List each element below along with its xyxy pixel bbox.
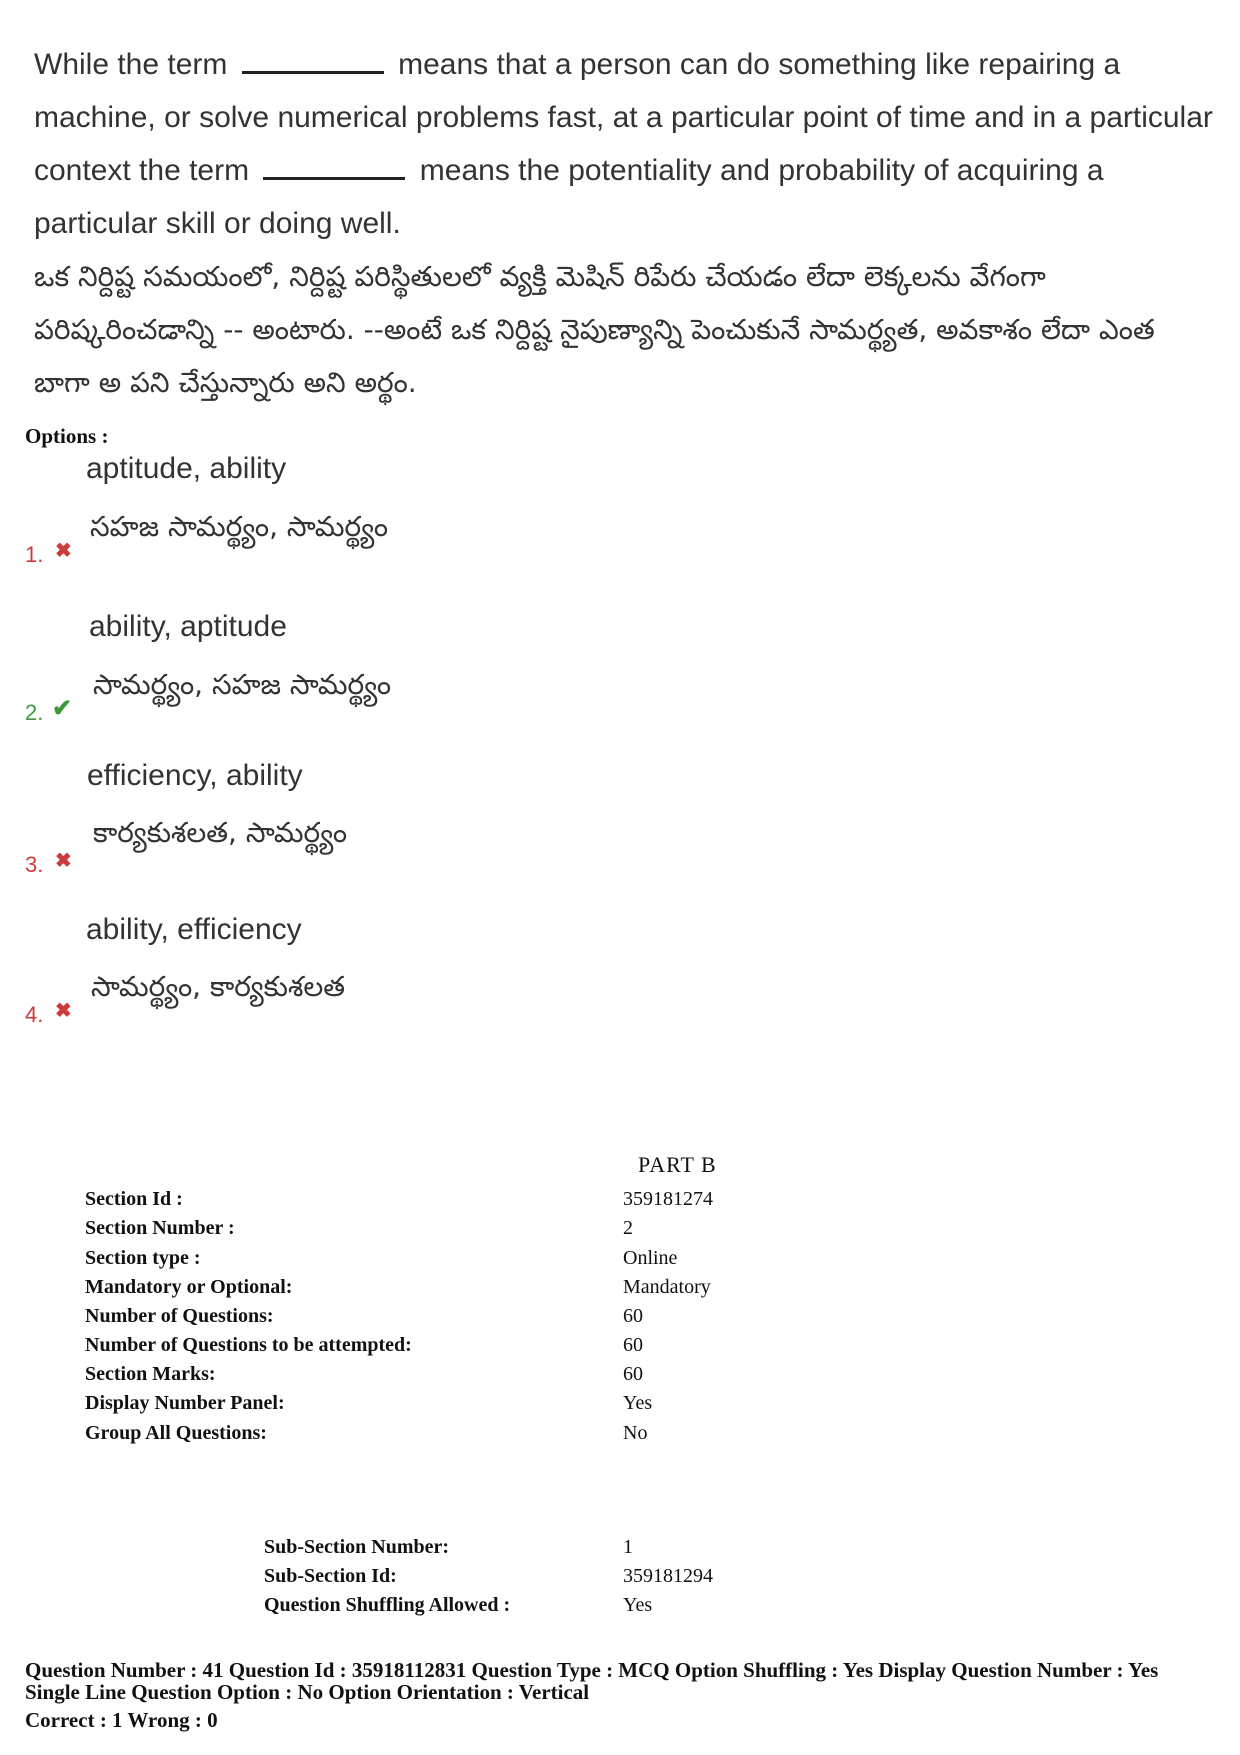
number-of-questions-label: Number of Questions: <box>85 1305 274 1327</box>
questions-attempted-label: Number of Questions to be attempted: <box>85 1334 412 1356</box>
question-text <box>34 38 1214 250</box>
option-1-telugu: సహజ సామర్థ్యం, సామర్థ్యం <box>90 510 389 543</box>
wrong-mark-icon: ✖ <box>55 1000 72 1022</box>
option-1-number: 1. <box>25 542 44 567</box>
number-of-questions-value: 60 <box>623 1305 643 1327</box>
blank-1 <box>242 45 384 74</box>
options-label: Options : <box>25 424 109 448</box>
blank-2 <box>263 151 405 180</box>
section-type-label: Section type : <box>85 1247 201 1269</box>
question-part-2: means that a person can do something like repairing a machine, or solve numerical problems fast, at a particular point of time and in a particular context the term <box>34 48 1213 187</box>
mandatory-value: Mandatory <box>623 1276 711 1298</box>
question-shuffling-label: Question Shuffling Allowed : <box>264 1594 511 1616</box>
option-2-english: ability, aptitude <box>89 610 287 643</box>
question-meta-line-3: Correct : 1 Wrong : 0 <box>25 1708 218 1732</box>
questions-attempted-value: 60 <box>623 1334 643 1356</box>
section-number-value: 2 <box>623 1217 633 1239</box>
mandatory-label: Mandatory or Optional: <box>85 1276 293 1298</box>
sub-section-id-value: 359181294 <box>623 1565 713 1587</box>
section-id-label: Section Id : <box>85 1188 183 1210</box>
group-all-questions-label: Group All Questions: <box>85 1422 267 1444</box>
display-number-panel-value: Yes <box>623 1392 653 1414</box>
option-1-english: aptitude, ability <box>86 452 287 485</box>
option-4-number: 4. <box>25 1002 44 1027</box>
section-marks-label: Section Marks: <box>85 1363 216 1385</box>
option-3-telugu: కార్యకుశలత, సామర్థ్యం <box>93 816 348 849</box>
part-title: PART B <box>638 1152 717 1177</box>
question-meta-line-1: Question Number : 41 Question Id : 35918112831 Question Type : MCQ Option Shuffling : Yes Display Question Number : Yes <box>25 1658 1159 1682</box>
section-number-label: Section Number : <box>85 1217 235 1239</box>
group-all-questions-value: No <box>623 1422 648 1444</box>
section-type-value: Online <box>623 1247 678 1269</box>
section-id-value: 359181274 <box>623 1188 713 1210</box>
option-2-telugu: సామర్థ్యం, సహజ సామర్థ్యం <box>93 668 392 701</box>
wrong-mark-icon: ✖ <box>55 850 72 872</box>
option-4-telugu: సామర్థ్యం, కార్యకుశలత <box>91 970 346 1003</box>
question-part-1: While the term <box>34 48 228 81</box>
option-2-number: 2. <box>25 700 44 725</box>
option-3-english: efficiency, ability <box>87 759 303 792</box>
question-text-telugu: ఒక నిర్దిష్ట సమయంలో, నిర్దిష్ట పరిస్థితులలో వ్యక్తి మెషిన్ రిపేరు చేయడం లేదా లెక్కలను వేగంగా పరిష్కరించడాన్ని -- అంటారు. --అంటే ఒక నిర్దిష్ట నైపుణ్యాన్ని పెంచుకునే సామర్థ్యత, అవకాశం లేదా ఎంత బాగా అ పని చేస్తున్నారు అని అర్థం. <box>34 260 1155 399</box>
sub-section-id-label: Sub-Section Id: <box>264 1565 397 1587</box>
correct-mark-icon: ✔ <box>52 696 73 722</box>
wrong-mark-icon: ✖ <box>55 540 72 562</box>
sub-section-number-label: Sub-Section Number: <box>264 1536 450 1558</box>
question-part-3: means the potentiality and probability of acquiring a particular skill or doing well. <box>34 154 1104 240</box>
option-4-english: ability, efficiency <box>86 913 302 946</box>
sub-section-number-value: 1 <box>623 1536 633 1558</box>
option-3-number: 3. <box>25 852 44 877</box>
question-shuffling-value: Yes <box>623 1594 653 1616</box>
question-meta-line-2: Single Line Question Option : No Option Orientation : Vertical <box>25 1680 590 1704</box>
section-marks-value: 60 <box>623 1363 643 1385</box>
display-number-panel-label: Display Number Panel: <box>85 1392 285 1414</box>
